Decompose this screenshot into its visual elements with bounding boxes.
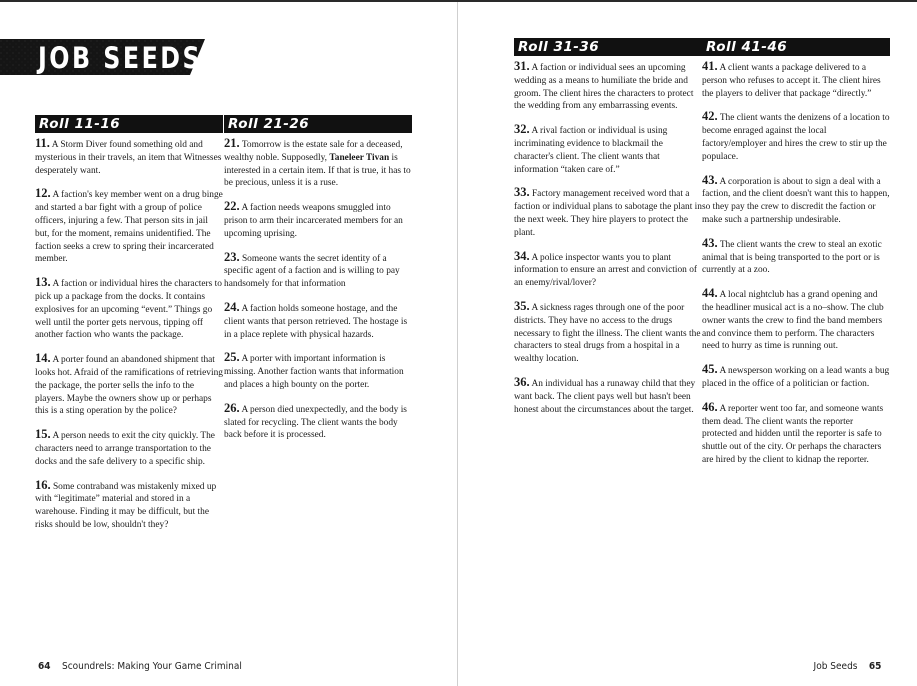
entry-number: 23. — [224, 249, 240, 264]
entry-text: A sickness rages through one of the poor districts. They have no access to the drugs necessary to fight the illness. The client wants the characters to steal drugs from a hospital in a wealthy location. — [514, 302, 701, 365]
entry-number: 16. — [35, 477, 51, 492]
roll-heading: Roll 31-36 — [514, 38, 702, 56]
job-seed-entry — [702, 363, 890, 391]
entry-text: A local nightclub has a grand opening and the headliner musical act is a no–show. The club owner wants the crew to find the band members and convince them to perform. The characters need to hurry as time is running out. — [702, 290, 884, 352]
job-seed-entry — [35, 187, 223, 266]
entry-text: An individual has a runaway child that they want back. The client pays well but hasn't been honest about the circumstances about the target. — [514, 378, 696, 415]
entry-number: 12. — [35, 186, 51, 201]
entry-number: 21. — [224, 136, 240, 150]
entry-text: Some contraband was mistakenly mixed up with “legitimate” material and stored in a warehouse. Finding it may be difficult, but the risks should be low, shouldn't they? — [35, 481, 217, 530]
page-number-right: 65 — [868, 661, 881, 672]
entry-highlight-name: Taneleer Tivan — [329, 152, 390, 163]
entry-text: A client wants a package delivered to a person who refuses to accept it. The client hires the players to deliver that package “directly.” — [702, 63, 881, 99]
job-seed-entry — [702, 110, 890, 163]
footer-right — [813, 661, 881, 672]
job-seed-entry — [224, 301, 412, 341]
roll-heading: Roll 41-46 — [702, 38, 890, 56]
entry-number: 44. — [702, 286, 718, 301]
entry-number: 26. — [224, 400, 240, 415]
entry-text: A faction's key member went on a drug binge and started a bar fight with a group of police officers, injuring a few. That person sits in jail but, for the moment, remains unidentified. The faction seeks a crew to spring their incarcerated member. — [35, 190, 223, 265]
entry-number: 24. — [224, 299, 240, 314]
entry-text: A porter found an abandoned shipment that looks hot. Afraid of the ramifications of retrieving the package, the porter sells the info to the players. Maybe the owners show up or perhaps this is a sting operation by the police? — [35, 355, 223, 417]
roll-column-21-26 — [224, 115, 412, 452]
entry-number: 43. — [702, 235, 718, 250]
entry-text: A person died unexpectedly, and the body is slated for recycling. The client wants the body back before it is processed. — [224, 404, 407, 441]
entry-number: 42. — [702, 109, 718, 124]
entry-text: Tomorrow is the estate sale for a deceased, wealthy noble. Supposedly, — [224, 140, 403, 163]
entry-number: 32. — [514, 122, 530, 137]
page-number-left: 64 — [38, 661, 51, 672]
top-rule — [0, 0, 917, 2]
job-seed-entry — [514, 186, 702, 239]
entry-text: A faction or individual hires the characters to pick up a package from the docks. It contains explosives for an upcoming “event.” Things go well until the porter gets nervous, tipping off another faction who wants the package. — [35, 279, 222, 341]
job-seed-entry — [35, 137, 223, 177]
chapter-title: Job Seeds — [813, 661, 858, 672]
job-seed-entry — [514, 300, 702, 366]
entry-number: 22. — [224, 199, 240, 214]
job-seed-entry — [702, 60, 890, 100]
entry-number: 36. — [514, 374, 530, 389]
job-seed-entry — [224, 402, 412, 442]
roll-column-31-36 — [514, 38, 702, 426]
job-seed-entry — [224, 137, 412, 190]
entry-text: is interested in a certain item. If that is true, it has to be precious, unless it is a ruse. — [224, 152, 411, 189]
entry-number: 34. — [514, 248, 530, 263]
entry-text: A faction holds someone hostage, and the client wants that person retrieved. The hostage is in a place replete with physical hazards. — [224, 303, 408, 340]
job-seed-entry — [702, 287, 890, 353]
job-seed-entry — [514, 123, 702, 176]
job-seed-entry — [224, 351, 412, 391]
entry-text: A newsperson working on a lead wants a bug placed in the office of a politician or faction. — [702, 366, 890, 389]
entry-number: 13. — [35, 275, 51, 290]
entry-text: A faction or individual sees an upcoming wedding as a means to humiliate the bride and groom. The client hires the characters to protect the wedding from any embarrassing events. — [514, 63, 694, 112]
entry-text: A faction needs weapons smuggled into prison to arm their incarcerated members for an upcoming uprising. — [224, 203, 403, 239]
entry-number: 31. — [514, 59, 530, 73]
job-seed-entry — [224, 251, 412, 291]
job-seed-entry — [514, 376, 702, 416]
page-gutter — [457, 2, 458, 686]
job-seed-entry — [35, 479, 223, 532]
entry-text: A police inspector wants you to plant information to ensure an arrest and conviction of an enemy/rival/lover? — [514, 252, 698, 289]
job-seed-entry — [702, 237, 890, 277]
job-seed-entry — [35, 428, 223, 468]
job-seed-entry — [702, 401, 890, 467]
entry-text: The client wants the denizens of a location to become enraged against the local factory/employer and hires the crew to stir up the populace. — [702, 113, 890, 162]
entry-number: 15. — [35, 427, 51, 442]
entry-number: 35. — [514, 298, 530, 313]
roll-column-41-46 — [702, 38, 890, 477]
job-seed-entry — [702, 174, 890, 227]
footer-left — [38, 661, 242, 672]
entry-number: 33. — [514, 185, 530, 200]
entry-text: Someone wants the secret identity of a specific agent of a faction and is willing to pay handsomely for that information — [224, 253, 400, 290]
entry-text: A reporter went too far, and someone wants them dead. The client wants the reporter protected and hidden until the reporter is safe to shuttle out of the city. Or perhaps the characters are hired by the client to kidnap the reporter. — [702, 403, 884, 465]
roll-heading: Roll 11-16 — [35, 115, 223, 133]
book-title: Scoundrels: Making Your Game Criminal — [61, 661, 242, 672]
roll-column-11-16 — [35, 115, 223, 542]
job-seed-entry — [514, 60, 702, 113]
job-seed-entry — [35, 276, 223, 342]
job-seed-entry — [35, 352, 223, 418]
entry-number: 11. — [35, 136, 50, 150]
entry-number: 46. — [702, 399, 718, 414]
job-seed-entry — [224, 200, 412, 240]
entry-number: 25. — [224, 350, 240, 365]
entry-number: 14. — [35, 351, 51, 366]
job-seed-entry — [514, 250, 702, 290]
entry-text: A porter with important information is missing. Another faction wants that information and places a high bounty on the porter. — [224, 354, 404, 390]
entry-text: Factory management received word that a faction or individual plans to sabotage the plant in the next week. They hire players to protect the plant. — [514, 189, 702, 238]
entry-number: 45. — [702, 362, 718, 377]
entry-text: A rival faction or individual is using incriminating evidence to blackmail the character's client. The client wants that information “taken care of.” — [514, 126, 668, 175]
page-title: JOB SEEDS — [38, 41, 203, 75]
entry-number: 43. — [702, 172, 718, 187]
entry-text: The client wants the crew to steal an exotic animal that is being transported to the port or is currently at a zoo. — [702, 239, 882, 276]
roll-heading: Roll 21-26 — [224, 115, 412, 133]
entry-text: A person needs to exit the city quickly. The characters need to arrange transportation to the docks and the safe delivery to a specific ship. — [35, 431, 215, 467]
entry-number: 41. — [702, 59, 718, 73]
entry-text: A corporation is about to sign a deal with a faction, and the client doesn't want this to happen, so they pay the crew to discredit the faction or make such a partnership undesirable. — [702, 176, 890, 225]
entry-text: A Storm Diver found something old and mysterious in their travels, an item that Witnesses desperately want. — [35, 140, 222, 176]
